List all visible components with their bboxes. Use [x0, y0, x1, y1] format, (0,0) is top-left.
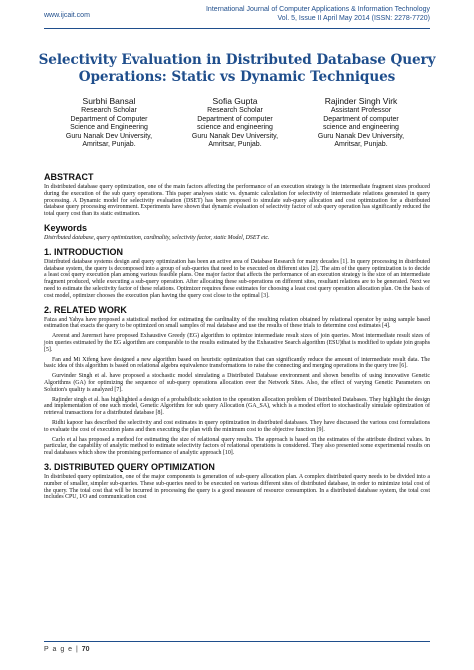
journal-volume: Vol. 5, Issue II April May 2014 (ISSN: 2278-7720) — [277, 15, 430, 22]
related-paragraph: Fan and Mi Xifeng have designed a new algorithm based on heuristic optimization that can significantly reduce the amount of intermediate result data. The basic idea of this algorithm is based on relational algebra equivalence transformations to raise the connecting and merging operations in the query tree [6]. — [44, 356, 430, 370]
author-dept: Science and Engineering — [70, 124, 148, 132]
keywords-text: Distributed database, query optimization, cardinality, selectivity factor, static Model, DSET etc. — [44, 234, 270, 241]
journal-info — [206, 5, 430, 23]
author-institution: Guru Nanak Dev University, — [65, 132, 153, 140]
author-city: Amritsar, Punjab. — [208, 141, 262, 149]
author-dept: science and engineering — [323, 124, 399, 132]
related-work-heading: 2. RELATED WORK — [44, 304, 127, 315]
author-role: Assistant Professor — [330, 107, 392, 114]
page-number: 70 — [81, 646, 90, 653]
author-name: Rajinder Singh Virk — [324, 96, 398, 106]
page-footer — [44, 641, 430, 653]
related-paragraph: Rajinder singh et al. has highlighted a design of a probabilistic solution to the operation allocation problem of Distributed Databases. They highlight the design and implementation of one such model, Genetic Algorithm for sub query Allocation (GA_SA), which is a modest effort to stochastically simulate optimization of retrieval transactions for a distributed database [8]. — [44, 396, 430, 417]
author-institution: Guru Nanak Dev University, — [317, 132, 405, 140]
paper-title — [30, 52, 444, 86]
journal-site[interactable]: www.ijcait.com — [44, 12, 90, 19]
query-optimization-heading: 3. DISTRIBUTED QUERY OPTIMIZATION — [44, 461, 215, 472]
related-paragraph: Areerat and Jarernsri have proposed Exhaustive Greedy (EG) algorithm to optimize intermediate result sizes of join queries. Most intermediate result sizes of join queries estimated by the EG algorithm are comparable to the results estimated by the Exhaustive Search algorithm (ESU)that is modified to update join graphs [5]. — [44, 333, 430, 353]
author-dept: science and engineering — [197, 124, 273, 132]
author-city: Amritsar, Punjab. — [334, 141, 388, 149]
related-paragraph: Carlo et al has proposed a method for estimating the size of relational query results. The approach is based on the estimates of the attribute distinct values. In particular, the capability of analytic method to estimate selectivity factors of relational operations is considered. They also presented some experimental results on real databases which show the promising performance of analytic approach [10]. — [44, 436, 430, 457]
author-2 — [170, 96, 300, 150]
author-dept: Department of Computer — [70, 115, 148, 123]
author-city: Amritsar, Punjab. — [82, 141, 136, 149]
abstract-heading: ABSTRACT — [44, 172, 94, 182]
running-header — [44, 4, 430, 29]
introduction-heading: 1. INTRODUCTION — [44, 246, 124, 257]
keywords-heading: Keywords — [44, 222, 88, 233]
author-dept: Department of computer — [323, 115, 399, 123]
page-label: P a g e | — [44, 646, 79, 653]
related-paragraph: Gurvinder Singh et al. have proposed a stochastic model simulating a Distributed Database environment and shown benefits of using innovative Genetic Algorithms (GA) for optimizing the sequence of sub-query operations allocation over the Network Sites. Also, the effect of varying Genetic Parameters on Solution's quality is analyzed [7]. — [44, 373, 430, 393]
author-block — [44, 96, 430, 166]
author-3 — [296, 96, 426, 150]
title-line-2: Operations: Static vs Dynamic Techniques — [78, 69, 396, 85]
related-paragraph: Ridhi kapoor has described the selectivity and cost estimates in query optimization in distributed databases. They have discussed the various cost formulations to evaluate the cost of execution plans and then executing the plan with the minimum cost to the objective function [9]. — [44, 419, 430, 433]
journal-name: International Journal of Computer Applications & Information Technology — [205, 6, 430, 13]
author-1 — [44, 96, 174, 150]
query-optimization-text: In distributed query optimization, one of the major components is generation of sub-query allocation plan. A complex distributed query needs to be divided into a number of smaller, simpler sub-queries. These sub-queries need to be executed on various different sites of distributed database, in order to minimize total cost of the query. The total cost that will be incurred in processing the query is a good measure of resource consumption. In a distributed database system, the total cost includes CPU, I/O and communication cost — [44, 473, 430, 501]
author-role: Research Scholar — [207, 107, 263, 114]
introduction-text: Distributed database systems design and query optimization has been an active area of Database Research for many decades [1]. In query processing in distributed database system, the query is decomposed into a group of sub-queries that need to be executed on different sites [2]. The aim of the query optimization is to decide a least cost query execution plan among various feasible plans. One major factor that affects the performance of an execution strategy is the size of an intermediate fragment produced, while executing a sub-query operation. After allocating these sub-operations on different sites, resultant relations are to be generated. Next we need to estimate the selectivity factor of these relations. Optimizer requires these estimates for choosing a least cost query operation allocation plan. On the basis of cost model, optimizer chooses the execution plan having the query cost close to the optimal [3]. — [44, 258, 430, 299]
title-line-1: Selectivity Evaluation in Distributed Database Query — [38, 52, 436, 68]
author-institution: Guru Nanak Dev University, — [191, 132, 279, 140]
related-paragraph: Faiza and Yahya have proposed a statistical method for estimating the cardinality of the resulting relation obtained by relational operator by using sample based estimation that exacts the query to be optimized on small samples of real database and use the results of these trials to determine cost estimates [4]. — [44, 316, 430, 330]
paper-body — [44, 167, 430, 504]
abstract-text: In distributed database query optimization, one of the main factors affecting the performance of an execution strategy is the intermediate fragment sizes produced during the execution of the sub query operations. This paper analyses static vs. dynamic calculation for selectivity of intermediate relations generated in query processing. A Dynamic model for selectivity evaluation (DSET) has been proposed to simulate sub-query allocation and cost optimization for a distributed database query processing environment. Experiments have shown that dynamic evaluation of selectivity factor of sub query operation has significantly reduced the total query cost than its static estimation. — [44, 184, 430, 218]
author-name: Sofia Gupta — [212, 96, 258, 106]
author-role: Research Scholar — [81, 107, 137, 114]
author-dept: Department of computer — [197, 115, 273, 123]
author-name: Surbhi Bansal — [82, 96, 136, 106]
